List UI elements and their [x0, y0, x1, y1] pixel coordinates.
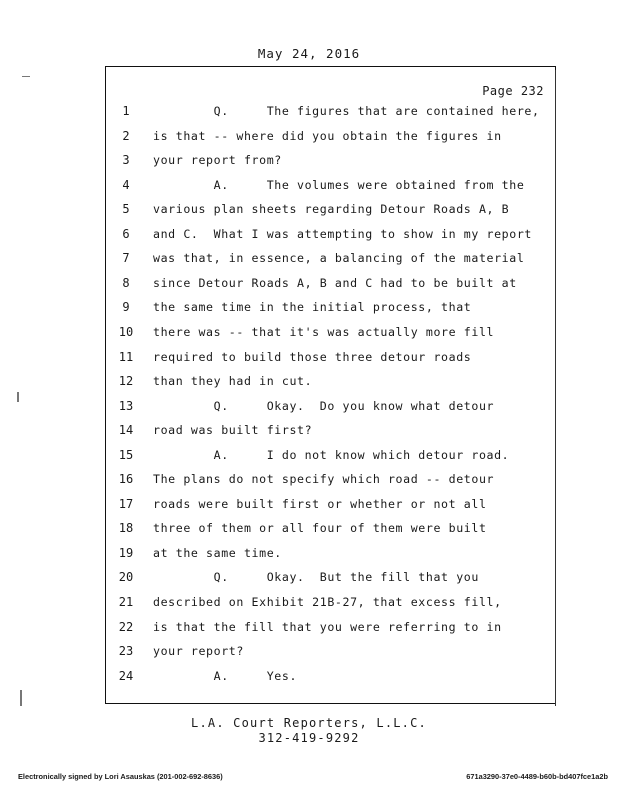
line-number: 9 [122, 300, 130, 315]
line-number: 8 [122, 275, 130, 290]
line-number: 21 [118, 595, 134, 609]
scan-speck [17, 392, 19, 402]
line-number: 19 [118, 545, 134, 560]
transcript-line [0, 374, 618, 392]
court-reporter-phone: 312-419-9292 [258, 731, 360, 745]
line-text: various plan sheets regarding Detour Roads A, B [153, 202, 510, 217]
line-text: was that, in essence, a balancing of the material [153, 251, 525, 266]
line-text: since Detour Roads A, B and C had to be built at [153, 275, 517, 290]
scan-speck [20, 690, 22, 706]
line-text: than they had in cut. [153, 374, 313, 389]
transcript-line [0, 644, 618, 662]
transcript-line [0, 153, 618, 171]
line-number: 6 [122, 226, 130, 241]
line-text: your report? [153, 644, 244, 659]
line-text: The plans do not specify which road -- detour [153, 472, 495, 487]
transcript-line [0, 276, 618, 294]
line-number: 17 [118, 496, 134, 511]
scan-speck [22, 76, 30, 77]
transcript-line [0, 251, 618, 269]
line-number: 14 [118, 423, 134, 438]
line-number: 18 [118, 521, 134, 536]
line-text: is that -- where did you obtain the figures in [153, 128, 502, 143]
transcript-line [0, 227, 618, 245]
line-text: your report from? [153, 153, 282, 168]
transcript-line [0, 399, 618, 417]
page-number: Page 232 [482, 84, 544, 98]
line-text: A. Yes. [153, 668, 298, 683]
transcript-line [0, 595, 618, 613]
transcript-date: May 24, 2016 [257, 46, 361, 61]
transcript-line [0, 448, 618, 466]
transcript-line [0, 350, 618, 368]
transcript-line [0, 104, 618, 122]
line-text: there was -- that it's was actually more fill [153, 324, 495, 339]
line-number: 22 [118, 619, 134, 634]
line-number: 2 [122, 128, 130, 143]
transcript-line [0, 472, 618, 490]
transcript-line [0, 669, 618, 687]
line-text: is that the fill that you were referring to in [153, 619, 502, 634]
line-number: 20 [118, 570, 134, 585]
line-text: A. The volumes were obtained from the [153, 177, 525, 192]
line-text: A. I do not know which detour road. [153, 447, 510, 462]
line-number: 15 [118, 447, 134, 462]
line-text: at the same time. [153, 545, 282, 560]
transcript-line [0, 129, 618, 147]
transcript-line [0, 300, 618, 318]
transcript-line [0, 202, 618, 220]
line-text: Q. Okay. But the fill that you [153, 570, 479, 585]
line-text: roads were built first or whether or not all [153, 496, 487, 511]
transcript-line [0, 178, 618, 196]
line-number: 13 [118, 398, 134, 413]
transcript-line [0, 497, 618, 515]
line-number: 11 [118, 349, 134, 364]
line-number: 23 [118, 644, 134, 659]
line-number: 7 [122, 251, 130, 266]
transcript-line [0, 521, 618, 539]
transcript-line [0, 325, 618, 343]
line-text: road was built first? [153, 423, 313, 438]
line-text: and C. What I was attempting to show in my report [153, 226, 533, 241]
line-number: 3 [122, 153, 130, 168]
transcript-line [0, 570, 618, 588]
line-text: three of them or all four of them were built [153, 521, 487, 536]
line-number: 24 [118, 668, 134, 683]
line-text: the same time in the initial process, that [153, 300, 472, 315]
line-number: 10 [118, 324, 134, 339]
electronic-signature-note: Electronically signed by Lori Asauskas (201-002-692-8636) [18, 772, 223, 781]
line-text: required to build those three detour roads [153, 349, 472, 364]
document-hash: 671a3290-37e0-4489-b60b-bd407fce1a2b [466, 772, 608, 781]
line-text: Q. The figures that are contained here, [153, 104, 540, 118]
line-number: 12 [118, 374, 134, 389]
transcript-line [0, 423, 618, 441]
transcript-line [0, 620, 618, 638]
line-number: 16 [118, 472, 134, 487]
line-text: Q. Okay. Do you know what detour [153, 398, 495, 413]
line-number: 1 [122, 104, 130, 118]
line-text: described on Exhibit 21B-27, that excess fill, [153, 595, 502, 609]
transcript-line [0, 546, 618, 564]
court-reporter-firm: L.A. Court Reporters, L.L.C. [191, 716, 427, 730]
line-number: 4 [122, 177, 130, 192]
line-number: 5 [122, 202, 130, 217]
